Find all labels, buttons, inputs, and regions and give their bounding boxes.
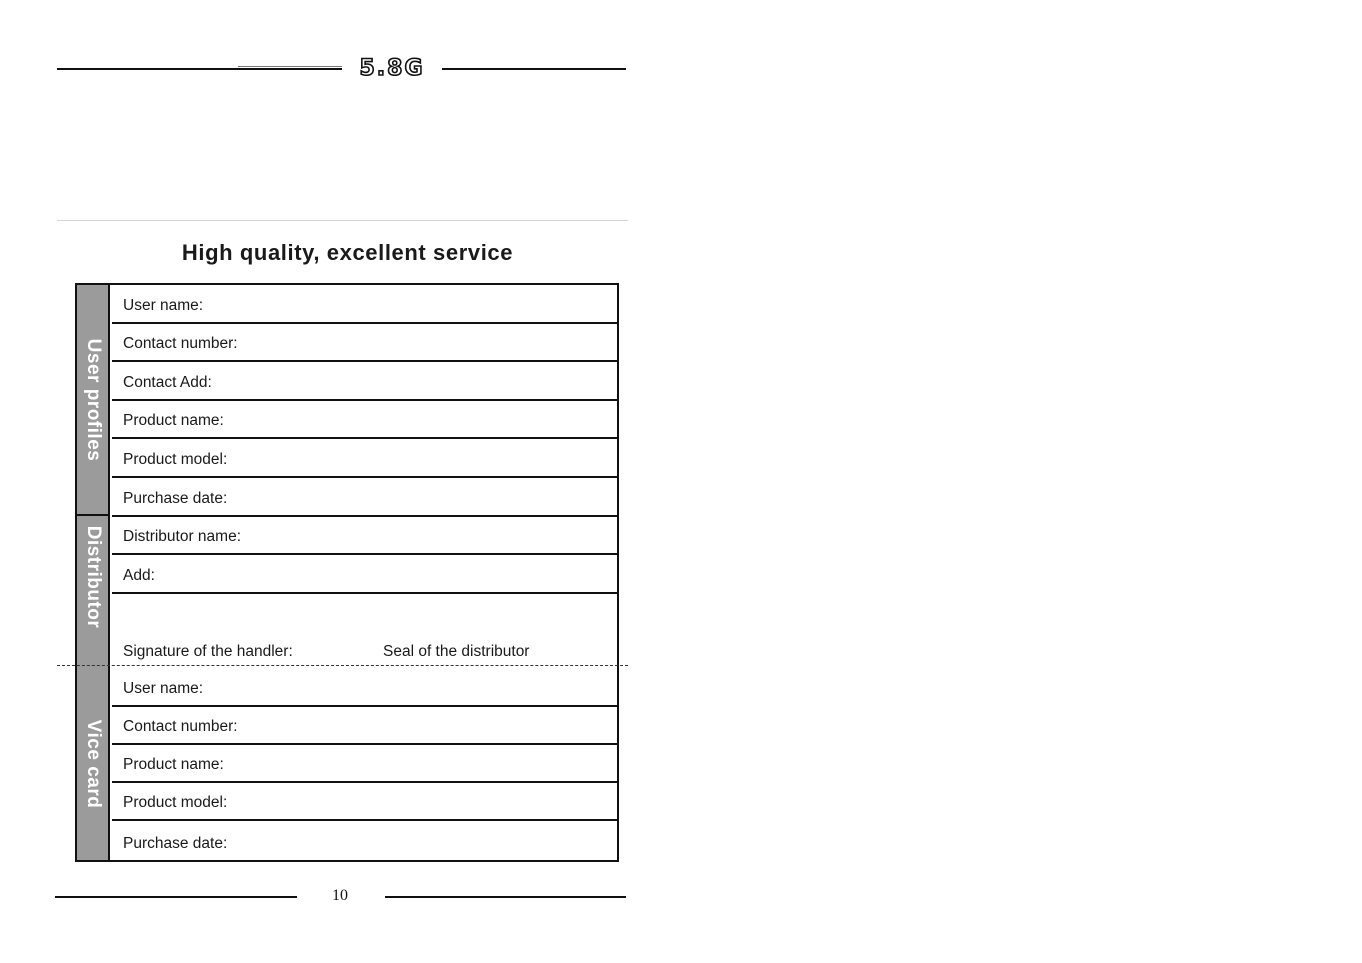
field-distributor-name[interactable] — [112, 517, 617, 555]
field-label: Purchase date: — [123, 490, 228, 507]
seal-distributor-label: Seal of the distributor — [383, 643, 530, 660]
footer-rule-left — [55, 896, 297, 898]
vice-field-product-name[interactable] — [112, 745, 617, 783]
page-number: 10 — [332, 887, 348, 904]
section-label-distributor: Distributor — [82, 525, 104, 629]
field-product-model[interactable] — [112, 439, 617, 478]
field-contact-add[interactable] — [112, 362, 617, 401]
section-vice-card — [77, 668, 110, 860]
vice-field-contact-number[interactable] — [112, 707, 617, 745]
divider-line — [57, 220, 628, 221]
vice-field-purchase-date[interactable] — [112, 821, 617, 860]
field-label: Product name: — [123, 756, 224, 773]
field-label: User name: — [123, 297, 204, 314]
field-label: Distributor name: — [123, 528, 242, 545]
logo-5-8g: 5.8G — [359, 56, 425, 81]
header-rule-left-thin — [238, 66, 342, 67]
field-label: Product name: — [123, 412, 224, 429]
field-contact-number[interactable] — [112, 324, 617, 362]
vice-field-product-model[interactable] — [112, 783, 617, 821]
field-label: Contact Add: — [123, 374, 212, 391]
field-label: User name: — [123, 680, 204, 697]
field-label: Product model: — [123, 794, 228, 811]
section-label-user-profiles: User profiles — [82, 338, 104, 461]
section-user-profiles — [77, 285, 110, 516]
field-label: Add: — [123, 567, 155, 584]
field-user-name[interactable] — [112, 285, 617, 324]
header-rule-left — [57, 68, 342, 70]
field-label: Product model: — [123, 451, 228, 468]
section-label-vice-card: Vice card — [82, 719, 104, 809]
signature-handler-label: Signature of the handler: — [123, 643, 293, 660]
field-distributor-add[interactable] — [112, 555, 617, 594]
warranty-form — [75, 283, 619, 862]
section-distributor — [77, 516, 110, 668]
field-purchase-date[interactable] — [112, 478, 617, 517]
field-label: Contact number: — [123, 335, 238, 352]
footer-rule-right — [385, 896, 626, 898]
field-label: Purchase date: — [123, 835, 228, 852]
vice-field-user-name[interactable] — [112, 668, 617, 707]
field-label: Contact number: — [123, 718, 238, 735]
field-product-name[interactable] — [112, 401, 617, 439]
cut-line-dashed — [57, 665, 628, 666]
page-title: High quality, excellent service — [181, 240, 514, 265]
header-rule-right — [442, 68, 626, 70]
